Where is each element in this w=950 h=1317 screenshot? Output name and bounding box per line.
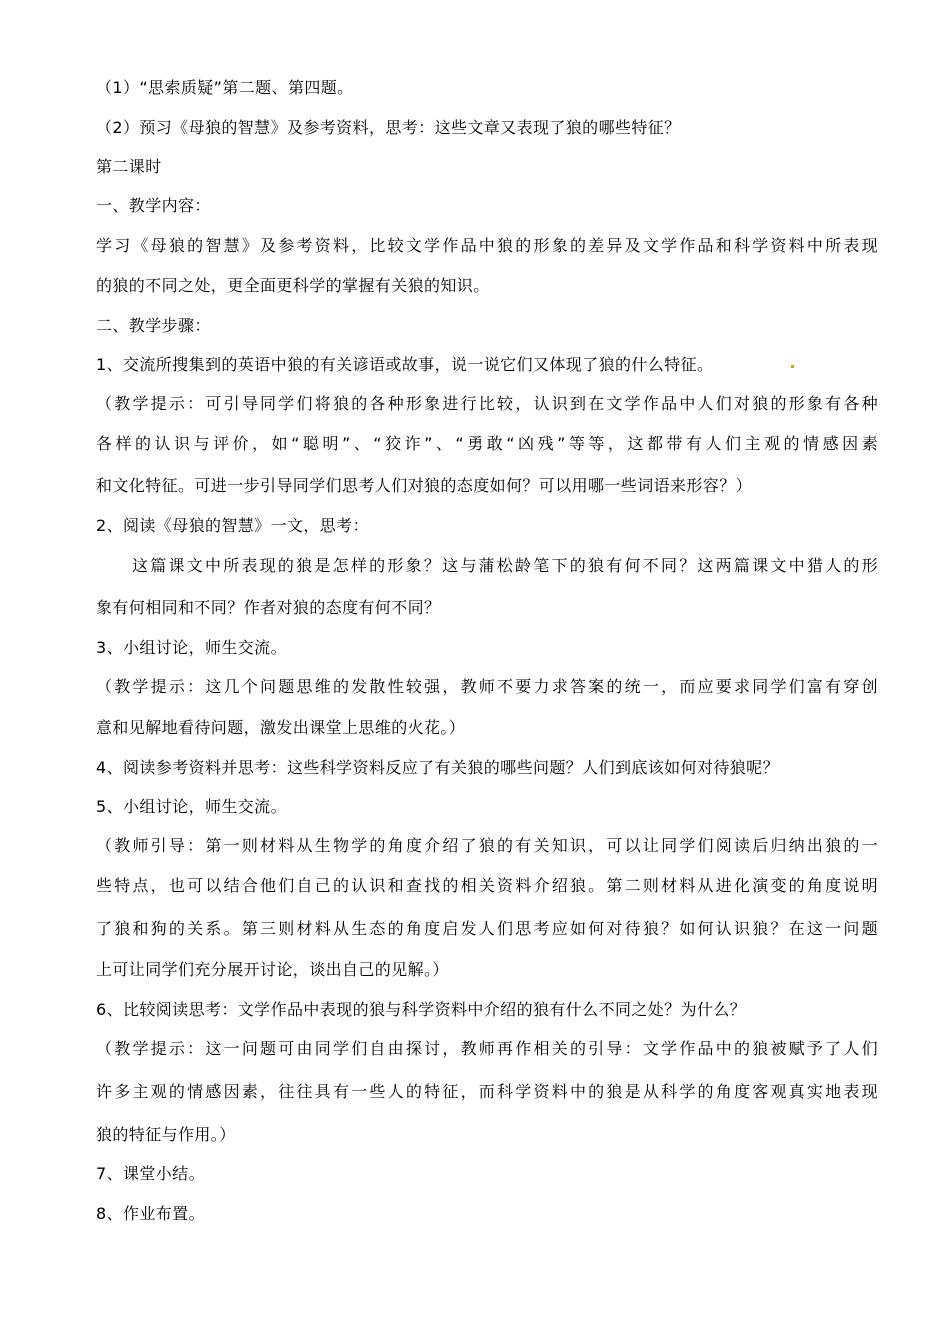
teacher-guide-line: 上可让同学们充分展开讨论，谈出自己的见解。） xyxy=(96,960,449,979)
step-7: 7、课堂小结。 xyxy=(96,1164,205,1183)
teacher-guide-line: （教师引导：第一则材料从生物学的角度介绍了狼的有关知识，可以让同学们阅读后归纳出狼的一 xyxy=(96,836,878,855)
content-paragraph-line: 学习《母狼的智慧》及参考资料，比较文学作品中狼的形象的差异及文学作品和科学资料中所表现 xyxy=(96,236,878,255)
section-heading-content: 一、教学内容： xyxy=(96,196,211,215)
teaching-tip-line: （教学提示：这一问题可由同学们自由探讨，教师再作相关的引导：文学作品中的狼被赋予了人们 xyxy=(96,1039,878,1058)
teaching-tip-line: 许多主观的情感因素，往往具有一些人的特征，而科学资料中的狼是从科学的角度客观真实地表现 xyxy=(96,1082,878,1101)
step-5: 5、小组讨论，师生交流。 xyxy=(96,797,287,816)
step-6: 6、比较阅读思考：文学作品中表现的狼与科学资料中介绍的狼有什么不同之处？为什么？ xyxy=(96,1000,747,1019)
teaching-tip-line: 狼的特征与作用。） xyxy=(96,1125,236,1144)
homework-item-1: （1）“思索质疑”第二题、第四题。 xyxy=(96,78,354,97)
teaching-tip-line: 意和见解地看待问题，激发出课堂上思维的火花。） xyxy=(96,718,466,737)
teacher-guide-line: 了狼和狗的关系。第三则材料从生态的角度启发人们思考应如何对待狼？如何认识狼？在这一问题 xyxy=(96,919,878,938)
teaching-tip-line: 和文化特征。可进一步引导同学们思考人们对狼的态度如何？可以用哪一些词语来形容？） xyxy=(96,476,753,495)
step-4: 4、阅读参考资料并思考：这些科学资料反应了有关狼的哪些问题？人们到底该如何对待狼呢？ xyxy=(96,758,779,777)
teacher-guide-line: 些特点，也可以结合他们自己的认识和查找的相关资料介绍狼。第二则材料从进化演变的角度说明 xyxy=(96,876,878,895)
stray-mark xyxy=(791,365,794,368)
teaching-tip-line: 各样的认识与评价，如“聪明”、“狡诈”、“勇敢“凶残”等等，这都带有人们主观的情感因素 xyxy=(96,434,878,453)
step-2: 2、阅读《母狼的智慧》一文，思考： xyxy=(96,516,369,535)
section-heading-steps: 二、教学步骤： xyxy=(96,316,211,335)
teaching-tip-line: （教学提示：这几个问题思维的发散性较强，教师不要力求答案的统一，而应要求同学们富有穿创 xyxy=(96,677,878,696)
step-2-question-line: 象有何相同和不同？作者对狼的态度有何不同？ xyxy=(96,598,441,617)
step-3: 3、小组讨论，师生交流。 xyxy=(96,638,287,657)
step-8: 8、作业布置。 xyxy=(96,1204,205,1223)
homework-item-2: （2）预习《母狼的智慧》及参考资料，思考：这些文章又表现了狼的哪些特征？ xyxy=(96,118,681,137)
teaching-tip-line: （教学提示：可引导同学们将狼的各种形象进行比较，认识到在文学作品中人们对狼的形象有各种 xyxy=(96,394,878,413)
content-paragraph-line: 的狼的不同之处，更全面更科学的掌握有关狼的知识。 xyxy=(96,276,490,295)
lesson-heading: 第二课时 xyxy=(96,157,162,176)
step-2-question-line: 这篇课文中所表现的狼是怎样的形象？这与蒲松龄笔下的狼有何不同？这两篇课文中猎人的形 xyxy=(132,556,878,575)
step-1: 1、交流所搜集到的英语中狼的有关谚语或故事，说一说它们又体现了狼的什么特征。 xyxy=(96,355,714,374)
